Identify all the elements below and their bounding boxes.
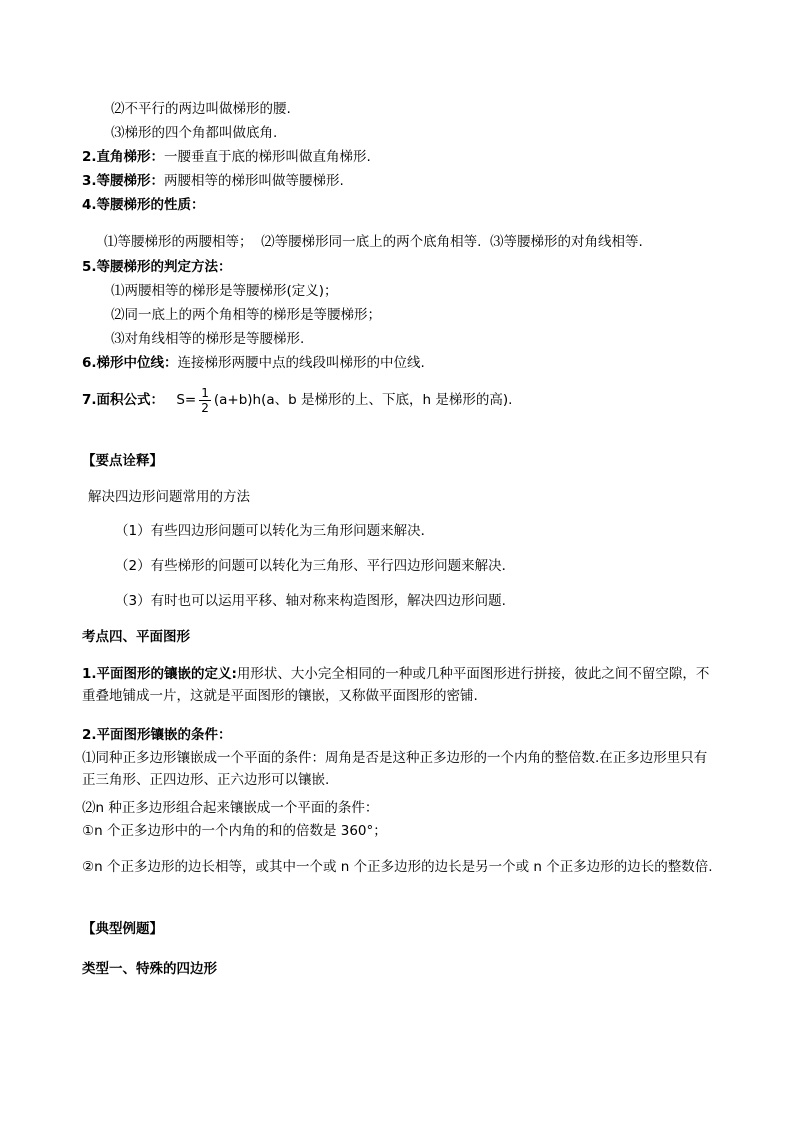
key-point-2: （2）有些梯形的问题可以转化为三角形、平行四边形问题来解决． bbox=[115, 558, 516, 574]
area-formula-heading: 7.面积公式： bbox=[82, 392, 165, 408]
isosceles-criteria-heading bbox=[82, 258, 232, 276]
section-4-heading-text: 考点四、平面图形 bbox=[82, 629, 190, 645]
isosceles-trapezoid-heading: 3.等腰梯形： bbox=[82, 173, 165, 189]
area-formula-line bbox=[82, 380, 512, 420]
key-points-intro: 解决四边形问题常用的方法 bbox=[88, 489, 250, 505]
right-trapezoid-line bbox=[82, 148, 371, 166]
key-points-heading bbox=[82, 452, 163, 470]
isosceles-properties-heading-text: 4.等腰梯形的性质： bbox=[82, 197, 205, 213]
midline-heading: 6.梯形中位线： bbox=[82, 355, 178, 371]
key-point-1: （1）有些四边形问题可以转化为三角形问题来解决． bbox=[115, 523, 435, 539]
example-type-1-heading-text: 类型一、特殊的四边形 bbox=[82, 961, 217, 977]
tessellation-cond-sub-2: ②n 个正多边形的边长相等，或其中一个或 n 个正多边形的边长是另一个或 n 个正多边形的边长的整数倍. bbox=[82, 859, 713, 875]
tessellation-def-text: 用形状、大小完全相同的一种或几种平面图形进行拼接，彼此之间不留空隙，不重叠地铺成一片，这就是平面图形的镶嵌，又称做平面图形的密铺. bbox=[82, 666, 710, 704]
example-type-1-heading bbox=[82, 960, 217, 978]
tessellation-cond-sub-1: ①n 个正多边形中的一个内角的和的倍数是 360°； bbox=[82, 823, 387, 839]
isosceles-trapezoid-text: 两腰相等的梯形叫做等腰梯形. bbox=[164, 173, 344, 189]
key-point-3: （3）有时也可以运用平移、轴对称来构造图形，解决四边形问题. bbox=[115, 593, 506, 609]
examples-heading-text: 【典型例题】 bbox=[82, 921, 163, 937]
right-trapezoid-text: 一腰垂直于底的梯形叫做直角梯形. bbox=[164, 149, 371, 165]
tessellation-cond-item-1: ⑴同种正多边形镶嵌成一个平面的条件：周角是否是这种正多边形的一个内角的整倍数.在正多边形里只有正三角形、正四边形、正六边形可以镶嵌. bbox=[82, 750, 708, 788]
tessellation-definition bbox=[82, 663, 714, 707]
midline-text: 连接梯形两腰中点的线段叫梯形的中位线. bbox=[177, 355, 425, 371]
area-formula-suffix: (a+b)h(a、b 是梯形的上、下底，h 是梯形的高). bbox=[213, 392, 513, 408]
trapezoid-base-angle-definition: ⑶梯形的四个角都叫做底角. bbox=[111, 125, 278, 141]
fraction-denominator: 2 bbox=[201, 400, 209, 415]
isosceles-trapezoid-line bbox=[82, 172, 344, 190]
criteria-item-1: ⑴两腰相等的梯形是等腰梯形(定义)； bbox=[111, 283, 338, 299]
criteria-item-2: ⑵同一底上的两个角相等的梯形是等腰梯形； bbox=[111, 307, 381, 323]
area-formula-prefix: S= bbox=[176, 392, 197, 408]
key-points-heading-text: 【要点诠释】 bbox=[82, 453, 163, 469]
fraction-numerator: 1 bbox=[201, 385, 209, 400]
fraction-one-half bbox=[199, 386, 211, 415]
tessellation-cond-heading-text: 2.平面图形镶嵌的条件： bbox=[82, 727, 232, 743]
section-4-heading bbox=[82, 628, 190, 646]
isosceles-properties-text: ⑴等腰梯形的两腰相等； ⑵等腰梯形同一底上的两个底角相等. ⑶等腰梯形的对角线相等. bbox=[104, 234, 643, 250]
examples-heading bbox=[82, 920, 163, 938]
criteria-item-3: ⑶对角线相等的梯形是等腰梯形. bbox=[111, 331, 305, 347]
right-trapezoid-heading: 2.直角梯形： bbox=[82, 149, 165, 165]
isosceles-properties-heading bbox=[82, 196, 205, 214]
midline-line bbox=[82, 354, 425, 372]
tessellation-conditions-heading bbox=[82, 726, 232, 744]
isosceles-criteria-heading-text: 5.等腰梯形的判定方法： bbox=[82, 259, 232, 275]
tessellation-cond-item-2: ⑵n 种正多边形组合起来镶嵌成一个平面的条件： bbox=[82, 800, 379, 816]
trapezoid-leg-definition: ⑵不平行的两边叫做梯形的腰. bbox=[111, 101, 291, 117]
tessellation-def-heading: 1.平面图形的镶嵌的定义: bbox=[82, 666, 237, 682]
